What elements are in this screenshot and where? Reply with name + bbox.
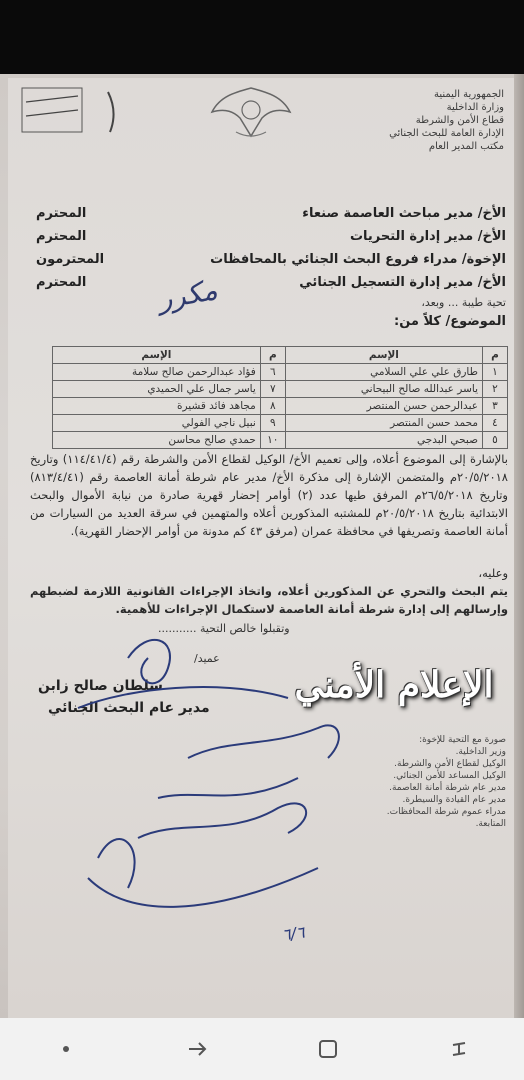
copy-line: مدراء عموم شرطة المحافظات. bbox=[386, 807, 506, 817]
cell-number: ٧ bbox=[260, 381, 285, 398]
table-row bbox=[53, 364, 508, 381]
cell-name: صبحي البدجي bbox=[285, 432, 482, 449]
recents-icon[interactable] bbox=[439, 1029, 479, 1069]
addressee-row bbox=[36, 225, 506, 248]
honorific: المحترمون bbox=[36, 252, 105, 267]
cell-number: ١٠ bbox=[260, 432, 285, 449]
cell-number: ٢ bbox=[483, 381, 508, 398]
column-header: الإسم bbox=[285, 347, 482, 364]
letterhead-right bbox=[364, 88, 504, 153]
cell-number: ٥ bbox=[483, 432, 508, 449]
document-photo bbox=[0, 74, 524, 1018]
handwritten-date: ٦/٦ bbox=[280, 922, 306, 945]
cell-number: ٨ bbox=[260, 398, 285, 415]
rank-label: عميد/ bbox=[194, 652, 220, 665]
cell-name: فؤاد عبدالرحمن صالح سلامة bbox=[53, 364, 261, 381]
copy-line: صورة مع التحية للإخوة: bbox=[419, 735, 506, 745]
cell-name: مجاهد فائد قشيرة bbox=[53, 398, 261, 415]
names-table bbox=[52, 346, 508, 449]
cell-number: ١ bbox=[483, 364, 508, 381]
addressee-row bbox=[36, 248, 506, 271]
copy-line: مدير عام شرطة أمانة العاصمة. bbox=[389, 783, 506, 793]
table-header-row bbox=[53, 347, 508, 364]
honorific: المحترم bbox=[36, 206, 87, 221]
cell-name: ياسر عبدالله صالح البيحاني bbox=[285, 381, 482, 398]
cell-number: ٤ bbox=[483, 415, 508, 432]
copies-list bbox=[356, 734, 506, 830]
subject-line: الموضوع/ كلاً من: bbox=[394, 314, 506, 329]
cell-name: عبدالرحمن حسن المنتصر bbox=[285, 398, 482, 415]
addressee: الأخ/ مدير مباحث العاصمة صنعاء bbox=[302, 206, 506, 221]
letterhead-line: مكتب المدير العام bbox=[428, 141, 504, 152]
watermark: الإعلام الأمني bbox=[294, 664, 494, 706]
cell-number: ٩ bbox=[260, 415, 285, 432]
eagle-emblem-icon bbox=[206, 82, 296, 142]
copy-line: الوكيل لقطاع الأمن والشرطة. bbox=[394, 759, 506, 769]
letterhead-line: وزارة الداخلية bbox=[446, 102, 504, 113]
cell-name: ياسر جمال علي الحميدي bbox=[53, 381, 261, 398]
cell-number: ٣ bbox=[483, 398, 508, 415]
android-navigation-bar bbox=[0, 1018, 524, 1080]
greeting: تحية طيبة ... وبعد، bbox=[421, 296, 506, 309]
addressee-row bbox=[36, 271, 506, 294]
back-arrow-icon[interactable] bbox=[177, 1029, 217, 1069]
letterhead-line: الجمهورية اليمنية bbox=[433, 89, 504, 100]
cell-number: ٦ bbox=[260, 364, 285, 381]
table-row bbox=[53, 432, 508, 449]
paper-sheet bbox=[8, 78, 522, 1018]
copy-line: مدير عام القيادة والسيطرة. bbox=[402, 795, 506, 805]
paper-edge bbox=[514, 74, 524, 1018]
body-paragraph: بالإشارة إلى الموضوع أعلاه، وإلى تعميم الأخ/ الوكيل لقطاع الأمن والشرطة رقم (١١٤/٤١/٤) وتاريخ ٢٠/٥/٢٠١٨م والمتضمن الإشارة إلى مذكرة الأخ/ مدير عام شرطة أمانة العاصمة رقم (٨١٣/٤/٤١) وتاريخ ٢٦/٥/٢٠١٨م المرفق طيها عدد (٢) أوامر إحضار قهرية صادرة من نيابة الأموال والبحث الابتدائية بتاريخ ٢٠/٥/٢٠١٨م للمشتبه المذكورين أعلاه والمتهمين في سرقة العديد من السيارات من أمانة العاصمة وتصريفها في محافظة عمران (مرفق ٤٣ كم مدونة من أوامر الإحضار القهرية). bbox=[30, 452, 508, 538]
table-row bbox=[53, 415, 508, 432]
copy-line: وزير الداخلية. bbox=[455, 747, 506, 757]
letterhead-line: قطاع الأمن والشرطة bbox=[415, 115, 504, 126]
addressee: الأخ/ مدير إدارة التحريات bbox=[349, 229, 506, 244]
addressees bbox=[36, 202, 506, 294]
column-header: م bbox=[260, 347, 285, 364]
handwritten-stamp: مكرر bbox=[155, 273, 220, 316]
dot-icon[interactable] bbox=[46, 1029, 86, 1069]
copy-line: المتابعة. bbox=[475, 819, 506, 829]
honorific: المحترم bbox=[36, 275, 87, 290]
home-square-icon[interactable] bbox=[308, 1029, 348, 1069]
letterhead-line: الإدارة العامة للبحث الجنائي bbox=[389, 128, 504, 139]
status-bar-area bbox=[0, 0, 524, 74]
table-row bbox=[53, 398, 508, 415]
addressee: الإخوة/ مدراء فروع البحث الجنائي بالمحافظات bbox=[210, 252, 506, 267]
signatory-title: مدير عام البحث الجنائي bbox=[48, 700, 210, 716]
addressee: الأخ/ مدير إدارة التسجيل الجنائي bbox=[299, 275, 506, 290]
cell-name: حمدي صالح محاسن bbox=[53, 432, 261, 449]
closing-line: وتقبلوا خالص التحية ........... bbox=[158, 622, 290, 635]
reference-box-icon bbox=[18, 82, 138, 142]
signatory-name: سلطان صالح زابن bbox=[38, 678, 163, 694]
honorific: المحترم bbox=[36, 229, 87, 244]
body-paragraph: يتم البحث والتحري عن المذكورين أعلاه، واتخاذ الإجراءات القانونية اللازمة لضبطهم وإرسالهم إلى إدارة شرطة أمانة العاصمة لاستكمال الإجراءات للأهمية. bbox=[30, 584, 508, 616]
cell-name: محمد حسن المنتصر bbox=[285, 415, 482, 432]
copy-line: الوكيل المساعد للأمن الجنائي. bbox=[393, 771, 506, 781]
addressee-row bbox=[36, 202, 506, 225]
column-header: الإسم bbox=[53, 347, 261, 364]
body-paragraph: وعليه، bbox=[478, 566, 508, 580]
table-row bbox=[53, 381, 508, 398]
cell-name: نبيل ناجي الفولي bbox=[53, 415, 261, 432]
cell-name: طارق علي علي السلامي bbox=[285, 364, 482, 381]
column-header: م bbox=[483, 347, 508, 364]
